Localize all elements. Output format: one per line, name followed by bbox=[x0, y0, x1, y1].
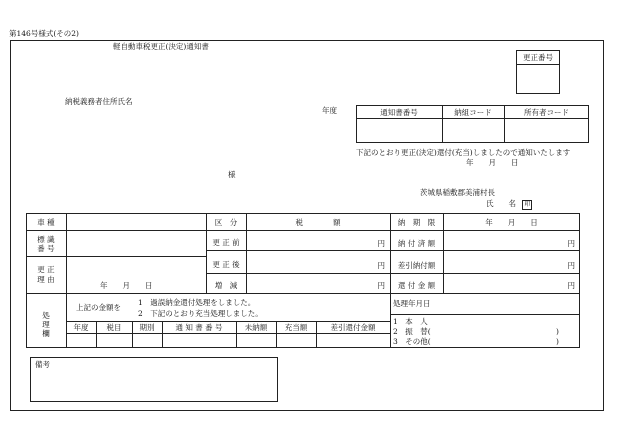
payer-label: 納税義務者住所氏名 bbox=[65, 97, 133, 106]
vehicle-type-label: 車 種 bbox=[37, 218, 55, 227]
processing-label-2: 理 bbox=[42, 320, 50, 329]
tax-amount-header: 税 額 bbox=[295, 218, 341, 227]
header-owner-code: 所有者コード bbox=[524, 108, 569, 117]
notice-text: 下記のとおり更正(決定)還付(充当)しましたので通知いたします bbox=[356, 148, 571, 157]
issuer-address: 茨城県稲敷郡美浦村長 bbox=[420, 188, 495, 197]
amount-text: 上記の金額を bbox=[76, 303, 121, 312]
sama-label: 様 bbox=[228, 170, 236, 179]
due-date-label: 納 期 限 bbox=[397, 218, 436, 227]
remarks-label: 備考 bbox=[35, 360, 50, 369]
notice-date: 年 月 日 bbox=[466, 158, 519, 167]
refund-yen: 円 bbox=[567, 281, 575, 290]
header-year: 年度 bbox=[73, 323, 89, 332]
remarks-box bbox=[30, 357, 278, 402]
reason-date: 年 月 日 bbox=[100, 281, 153, 290]
proc-item-transfer: 2 振 替( bbox=[393, 327, 431, 336]
option-appropriation: 2 下記のとおり充当処理しました。 bbox=[138, 309, 263, 318]
paid-yen: 円 bbox=[567, 239, 575, 248]
refund-label: 還 付 金 額 bbox=[397, 281, 436, 290]
proc-item-self: 1 本 人 bbox=[393, 317, 428, 326]
header-applied: 充当額 bbox=[284, 323, 308, 332]
due-date-value: 年 月 日 bbox=[485, 218, 538, 227]
header-notice-no: 通 知 書 番 号 bbox=[175, 323, 223, 332]
processing-date-label: 処理年月日 bbox=[393, 299, 431, 308]
header-notice-number: 通知書番号 bbox=[380, 108, 418, 117]
after-label: 更 正 後 bbox=[212, 260, 240, 269]
correction-number-label: 更正番号 bbox=[523, 53, 553, 62]
fiscal-year-label: 年度 bbox=[322, 106, 337, 115]
reason-label-2: 理 由 bbox=[37, 275, 55, 284]
header-period: 期別 bbox=[139, 323, 155, 332]
option-refund: 1 過誤納金還付処理をしました。 bbox=[138, 298, 256, 307]
form-title: 軽自動車税更正(決定)通知書 bbox=[113, 42, 209, 51]
form-number: 第146号様式(その2) bbox=[9, 29, 79, 38]
processing-label-1: 処 bbox=[42, 311, 50, 320]
header-tax-item: 税目 bbox=[106, 323, 122, 332]
before-yen: 円 bbox=[377, 239, 385, 248]
diff-due-label: 差引納付額 bbox=[397, 261, 436, 270]
change-label: 増 減 bbox=[214, 281, 238, 290]
diff-due-yen: 円 bbox=[567, 261, 575, 270]
paid-label: 納 付 済 額 bbox=[397, 239, 436, 248]
close-paren-transfer: ) bbox=[556, 327, 559, 336]
plate-number-label-1: 標 識 bbox=[37, 235, 55, 244]
issuer-name bbox=[486, 200, 532, 210]
before-label: 更 正 前 bbox=[212, 238, 240, 247]
reason-label-1: 更 正 bbox=[37, 265, 55, 274]
after-yen: 円 bbox=[377, 261, 385, 270]
proc-item-other: 3 その他( bbox=[393, 337, 431, 346]
change-yen: 円 bbox=[377, 281, 385, 290]
close-paren-other: ) bbox=[556, 337, 559, 346]
plate-number-label-2: 番 号 bbox=[37, 244, 55, 253]
issuer-name-label: 氏 名 bbox=[486, 199, 516, 208]
header-tax-group-code: 納組コード bbox=[454, 108, 492, 117]
seal-mark: 印 bbox=[524, 201, 531, 208]
section-label: 区 分 bbox=[214, 218, 238, 227]
header-net-refund: 差引還付金額 bbox=[330, 323, 376, 332]
processing-label-3: 欄 bbox=[42, 329, 50, 338]
header-unpaid: 未納額 bbox=[244, 323, 268, 332]
